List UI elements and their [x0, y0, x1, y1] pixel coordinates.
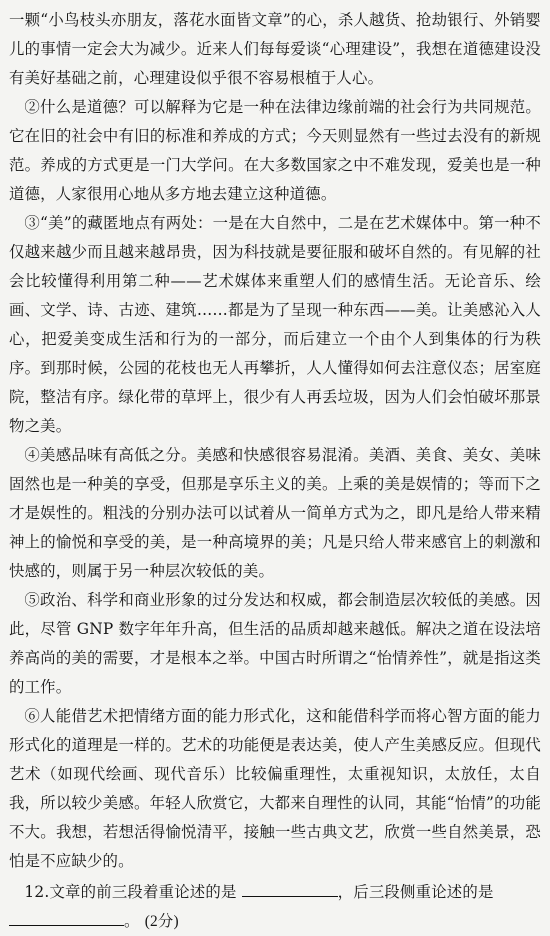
answer-blank-1[interactable] — [242, 880, 338, 897]
paragraph-6: ⑥人能借艺术把情绪方面的能力形式化，这和能借科学而将心智方面的能力形式化的道理是一样的。艺术的功能便是表达美，使人产生美感反应。但现代艺术（如现代绘画、现代音乐）比较偏重理性，太重视知识，太放任，太自我，所以较少美感。年轻人欣赏它，大都来自理性的认同，其能“怡情”的功能不大。我想，若想活得愉悦清平，接触一些古典文艺，欣赏一些自然美景，恐怕是不应缺少的。 — [9, 707, 541, 870]
question-text-part2: ，后三段侧重论述的是 — [337, 883, 494, 901]
answer-blank-2[interactable] — [9, 909, 124, 926]
question-end-punct: 。 — [124, 912, 140, 930]
question-number: 12. — [24, 883, 50, 901]
paragraph-1: 一颗“小鸟枝头亦朋友，落花水面皆文章”的心，杀人越货、抢劫银行、外销婴儿的事情一定会大为减少。近来人们每每爱谈“心理建设”，我想在道德建设没有美好基础之前，心理建设似乎很不容易根植于人心。 — [9, 11, 541, 87]
question-12 — [9, 878, 541, 936]
question-points: (2分) — [144, 913, 179, 930]
paragraph-2: ②什么是道德？可以解释为它是一种在法律边缘前端的社会行为共同规范。它在旧的社会中有旧的标准和养成的方式；今天则显然有一些过去没有的新规范。养成的方式更是一门大学问。在大多数国家之中不难发现，爱美也是一种道德，人家很用心地从多方地去建立这种道德。 — [9, 98, 541, 203]
paragraph-3: ③“美”的藏匿地点有两处：一是在大自然中，二是在艺术媒体中。第一种不仅越来越少而且越来越昂贵，因为科技就是要征服和破坏自然的。有见解的社会比较懂得利用第二种——艺术媒体来重塑人们的感情生活。无论音乐、绘画、文学、诗、古迹、建筑……都是为了呈现一种东西——美。让美感沁入人心，把爱美变成生活和行为的一部分，而后建立一个由个人到集体的行为秩序。到那时候，公园的花枝也无人再攀折，人人懂得如何去注意仪态；居室庭院，整洁有序。绿化带的草坪上，很少有人再丢垃圾，因为人们会怕破坏那景物之美。 — [9, 214, 541, 435]
paragraph-5: ⑤政治、科学和商业形象的过分发达和权威，都会制造层次较低的美感。因此，尽管 GNP 数字年年升高，但生活的品质却越来越低。解决之道在设法培养高尚的美的需要，才是根本之举。中国古时所谓之“怡情养性”，就是指这类的工作。 — [9, 591, 541, 696]
paragraph-4: ④美感品味有高低之分。美感和快感很容易混淆。美酒、美食、美女、美味固然也是一种美的享受，但那是享乐主义的美。上乘的美是娱情的；等而下之才是娱性的。粗浅的分别办法可以试着从一简单方式为之，即凡是给人带来精神上的愉悦和享受的美，是一种高境界的美；凡是只给人带来感官上的刺激和快感的，则属于另一种层次较低的美。 — [9, 446, 541, 580]
question-text-part1: 文章的前三段着重论述的是 — [49, 883, 237, 901]
